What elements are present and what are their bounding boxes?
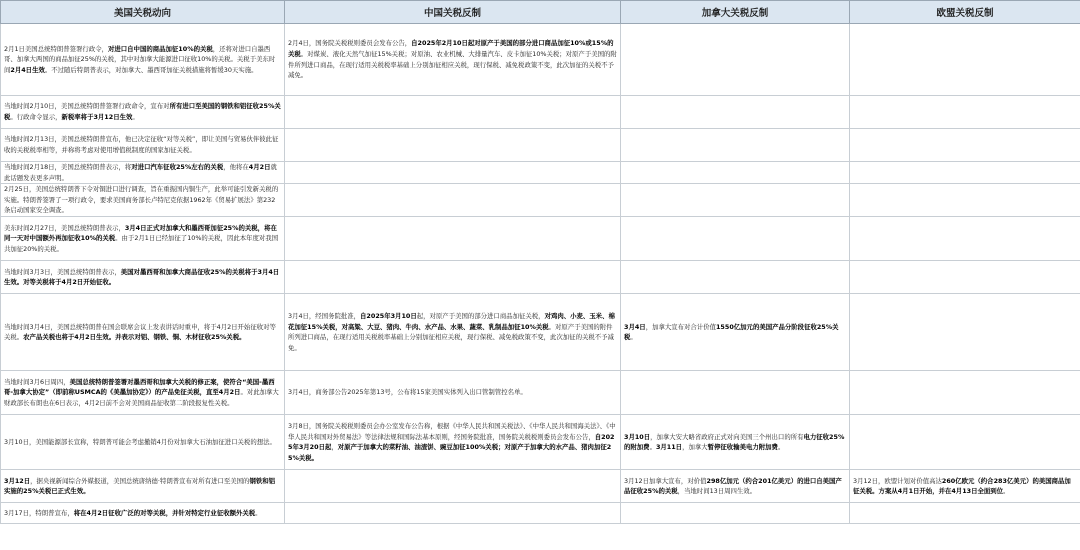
cell-text: 3月12日，欧盟计划对价值高达: [853, 476, 942, 485]
cell-text: 。: [132, 113, 139, 121]
table-row: [1, 371, 1080, 415]
cell-text-bold: 自2025年3月20日起: [288, 432, 615, 452]
cell-eu: [850, 96, 1080, 129]
table-row: [1, 217, 1080, 261]
cell-canada: [621, 129, 850, 162]
cell-china: [285, 294, 621, 371]
cell-eu: [850, 129, 1080, 162]
cell-text: 3月12日加拿大宣布，对价值: [624, 476, 707, 485]
cell-text: ，加拿大宣布对合计价值: [645, 322, 716, 331]
cell-us: [1, 261, 285, 294]
cell-text-bold: 新税率将于3月12日生效: [61, 113, 133, 121]
cell-canada: [621, 184, 850, 217]
cell-text: ，加拿大安大略省政府正式对向美国三个州出口的所有: [650, 432, 804, 441]
cell-text-bold: 钢铁和铝实施的25%关税已正式生效。: [4, 476, 275, 496]
cell-canada: [621, 24, 850, 96]
cell-text: 当地时间3月4日，美国总统特朗普在国会联席会议上发表讲话时重申，将于4月2日开始征收对等关税。: [4, 322, 276, 342]
cell-eu: [850, 184, 1080, 217]
cell-text-bold: 1550亿加元的美国产品分阶段征收25%关税: [624, 322, 839, 342]
header-china-countermeasure: 中国关税反制: [285, 1, 621, 24]
cell-canada: [621, 470, 850, 503]
cell-canada: [621, 371, 850, 415]
cell-text: ，还将对进口自墨西哥、加拿大两国的商品加征25%的关税，其中对加拿大能源进口征收10%的关税。关税于美东时间: [4, 44, 276, 74]
cell-text: 。: [630, 333, 637, 342]
cell-text-bold: 对进口自中国的商品加征10%的关税: [108, 44, 213, 53]
cell-text: 3月4日，经国务院批准，: [288, 312, 361, 320]
cell-eu: [850, 503, 1080, 524]
table-row: [1, 96, 1080, 129]
cell-text: 2月25日，美国总统特朗普下令对铜进口进行调查，旨在重振国内铜生产，此举可能引发新关税的实施。特朗普签署了一项行政令，要求美国商务部长卢特尼克依据1962年《贸易扩展法》第232条启动国家安全调查。: [4, 185, 279, 215]
cell-text-bold: 对鸡肉、小麦、玉米、棉花加征15%关税，对高粱、大豆、猪肉、牛肉、水产品、水果、蔬菜、乳制品加征10%关税: [288, 312, 615, 331]
cell-text-bold: 暂停征收输美电力附加费: [707, 443, 778, 452]
cell-china: [285, 184, 621, 217]
cell-us: [1, 24, 285, 96]
cell-text: 美东时间2月27日，美国总统特朗普表示，: [4, 223, 125, 232]
cell-us: [1, 503, 285, 524]
cell-us: [1, 162, 285, 184]
cell-canada: [621, 294, 850, 371]
table-row: [1, 162, 1080, 184]
cell-text-bold: 4月2日: [248, 163, 271, 171]
table-row: [1, 470, 1080, 503]
cell-text: 2月4日，国务院关税税则委员会发布公告，: [288, 39, 412, 48]
cell-us: [1, 371, 285, 415]
header-canada-countermeasure: 加拿大关税反制: [621, 1, 850, 24]
cell-canada: [621, 415, 850, 470]
table-row: [1, 261, 1080, 294]
cell-text: 。: [255, 508, 262, 517]
cell-eu: [850, 217, 1080, 261]
cell-china: [285, 261, 621, 294]
cell-text: 。对煤炭、液化天然气加征15%关税；对原油、农业机械、大排量汽车、皮卡加征10%关税；对原产于美国的附件所列进口商品，在现行适用关税税率基础上分别加征相应关税，现行保税、减免税政策不变，此次加征的关税不予减免。: [288, 49, 617, 80]
cell-us: [1, 415, 285, 470]
cell-text-bold: 2月4日生效: [10, 65, 45, 74]
cell-china: [285, 24, 621, 96]
header-row: [1, 1, 1080, 24]
cell-us: [1, 470, 285, 503]
cell-text: 。: [777, 443, 785, 452]
table-row: [1, 24, 1080, 96]
cell-text: 2月1日美国总统特朗普签署行政令，: [4, 44, 108, 53]
cell-us: [1, 294, 285, 371]
cell-text: 。由于2月1日已经加征了10%的关税，因此本年度对我国共加征20%的关税。: [4, 234, 279, 253]
cell-text: 当地时间2月18日，美国总统特朗普表示，将: [4, 163, 132, 171]
table-row: [1, 184, 1080, 217]
cell-text-bold: 3月4日正式对加拿大和墨西哥加征25%的关税，将在同一天对中国额外再加征收10%的关税: [4, 223, 277, 243]
cell-us: [1, 129, 285, 162]
cell-eu: [850, 371, 1080, 415]
cell-text: ，据央视新闻综合外媒报道，美国总统唐纳德·特朗普宣布对所有进口至美国的: [30, 476, 250, 485]
cell-text-bold: 自2025年3月10日: [360, 312, 417, 320]
cell-china: [285, 162, 621, 184]
table-row: [1, 415, 1080, 470]
cell-canada: [621, 96, 850, 129]
cell-text-bold: 3月4日: [624, 322, 646, 331]
cell-text: 3月8日，国务院关税税则委员会办公室发布公告称，根据《中华人民共和国关税法》、《中华人民共和国海关法》、《中华人民共和国对外贸易法》等法律法规和国际法基本原则，经国务院批准，国务院关税税则委员会发布公告，: [288, 422, 616, 441]
cell-text: 。不过随后特朗普表示，对加拿大、墨西哥加征关税措施将暂缓30天实施。: [44, 65, 258, 74]
cell-text: 。: [649, 443, 656, 452]
cell-china: [285, 217, 621, 261]
header-us-tariff: 美国关税动向: [1, 1, 285, 24]
cell-us: [1, 217, 285, 261]
cell-text: 。: [1003, 487, 1010, 496]
cell-text: 。对此加拿大财政部长布朗也在6日表示，4月2日前不会对美国商品征收第二阶段报复性关税。: [4, 388, 279, 407]
cell-text: 。行政命令显示，: [10, 113, 62, 121]
cell-text-bold: 3月10日: [624, 432, 651, 441]
cell-eu: [850, 162, 1080, 184]
cell-text-bold: 3月12日: [4, 476, 31, 485]
cell-us: [1, 96, 285, 129]
cell-text: ，他将在: [223, 163, 249, 171]
cell-text-bold: 对进口汽车征收25%左右的关税: [131, 163, 224, 171]
cell-text: ，: [331, 443, 338, 452]
cell-text-bold: 260亿欧元（约合283亿美元）的美国商品加征关税。方案从4月1日开始，并在4月13日全面到位: [853, 476, 1071, 496]
cell-text: 就此话题发表更多声明。: [4, 163, 277, 182]
cell-text: 3月10日，美国能源部长宣称，特朗普可能会考虑撤销4月份对加拿大石油加征进口关税的想法。: [4, 437, 276, 446]
cell-canada: [621, 162, 850, 184]
cell-text: 当地时间3月3日，美国总统特朗普表示，: [4, 267, 121, 276]
cell-canada: [621, 217, 850, 261]
cell-text-bold: 将在4月2日征收广泛的对等关税，并针对特定行业征收额外关税: [73, 508, 256, 517]
cell-text: ，当地时间13日周四生效。: [677, 487, 757, 496]
cell-text: 起，对原产于美国的部分进口商品加征关税，: [416, 312, 545, 320]
cell-canada: [621, 503, 850, 524]
cell-text-bold: 3月11日: [655, 443, 683, 452]
cell-text: 。对原产于美国的附件所列进口商品，在现行适用关税税率基础上分别加征相应关税，现行保税、减免税政策不变，此次加征的关税不予减免。: [288, 322, 614, 352]
cell-text-bold: 美国对墨西哥和加拿大商品征收25%的关税将于3月4日生效。对等关税将于4月2日开始征收。: [4, 267, 280, 287]
cell-china: [285, 96, 621, 129]
cell-text-bold: 农产品关税也将于4月2日生效。并表示对铝、钢铁、铜、木材征收25%关税。: [23, 333, 246, 342]
cell-text-bold: 对原产于加拿大的菜籽油、油渣饼、豌豆加征100%关税；对原产于加拿大的水产品、猪肉加征25%关税。: [288, 443, 612, 462]
cell-eu: [850, 415, 1080, 470]
cell-text-bold: 电力征收25%的附加费: [624, 432, 845, 452]
cell-eu: [850, 261, 1080, 294]
cell-text-bold: 美国总统特朗普签署对墨西哥和加拿大关税的修正案，使符合“美国-墨西哥-加拿大协定”（即前称USMCA的《美墨加协定》）的产品免征关税，直至4月2日: [4, 377, 275, 397]
table-row: [1, 503, 1080, 524]
cell-eu: [850, 470, 1080, 503]
cell-text: 当地时间2月10日，美国总统特朗普签署行政命令，宣布对: [4, 102, 170, 111]
cell-text: 当地时间2月13日，美国总统特朗普宣布，他已决定征收“对等关税”，即让美国与贸易伙伴彼此征收的关税税率相等，并称将考虑对使用增值税制度的国家加征关税。: [4, 135, 279, 154]
cell-text: 3月4日，商务部公告2025年第13号，公布将15家美国实体列入出口管制管控名单。: [288, 388, 527, 397]
cell-text: 3月17日，特朗普宣布，: [4, 508, 74, 517]
cell-eu: [850, 294, 1080, 371]
cell-text: 当地时间3月6日周四，: [4, 377, 70, 386]
table-body: [1, 24, 1080, 524]
cell-text: ，加拿大: [682, 443, 708, 452]
cell-china: [285, 129, 621, 162]
cell-china: [285, 371, 621, 415]
cell-eu: [850, 24, 1080, 96]
cell-us: [1, 184, 285, 217]
cell-text-bold: 自2025年2月10日起对原产于美国的部分进口商品加征10%或15%的关税: [288, 39, 614, 58]
header-eu-countermeasure: 欧盟关税反制: [850, 1, 1080, 24]
table-row: [1, 294, 1080, 371]
table-row: [1, 129, 1080, 162]
cell-china: [285, 470, 621, 503]
cell-china: [285, 503, 621, 524]
cell-canada: [621, 261, 850, 294]
cell-text-bold: 298亿加元（约合201亿美元）的进口自美国产品征收25%的关税: [624, 476, 842, 496]
cell-china: [285, 415, 621, 470]
cell-text-bold: 所有进口至美国的钢铁和铝征收25%关税: [4, 102, 281, 121]
